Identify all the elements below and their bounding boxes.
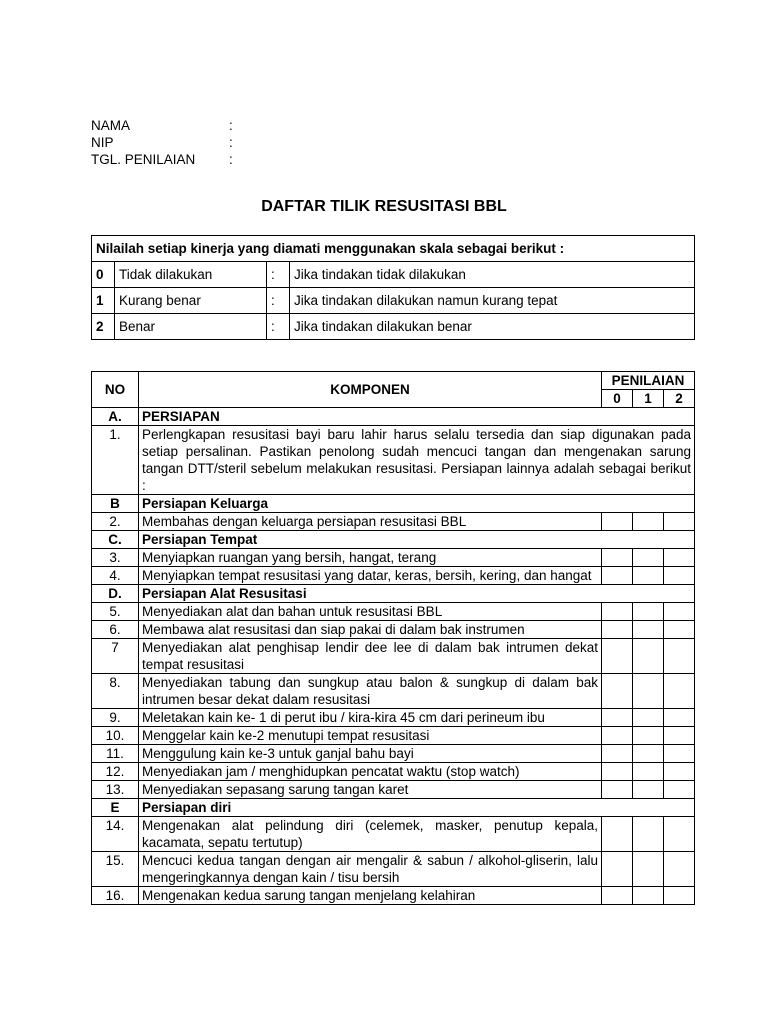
row-number: 14. bbox=[92, 817, 139, 852]
score-cell-2[interactable] bbox=[664, 852, 695, 887]
scale-description: Jika tindakan dilakukan benar bbox=[290, 314, 695, 340]
scale-separator: : bbox=[267, 262, 290, 288]
score-cell-0[interactable] bbox=[602, 549, 633, 567]
item-text: Meletakan kain ke- 1 di perut ibu / kira-kira 45 cm dari perineum ibu bbox=[139, 709, 602, 727]
item-row bbox=[92, 781, 695, 799]
row-number: 16. bbox=[92, 887, 139, 905]
scale-row bbox=[92, 262, 695, 288]
score-cell-1[interactable] bbox=[633, 709, 664, 727]
section-row bbox=[92, 799, 695, 817]
row-number: 8. bbox=[92, 674, 139, 709]
row-number: E bbox=[92, 799, 139, 817]
row-number: C. bbox=[92, 531, 139, 549]
identity-nip-row bbox=[91, 134, 233, 151]
scale-label: Benar bbox=[115, 314, 267, 340]
score-cell-2[interactable] bbox=[664, 603, 695, 621]
identity-date-row bbox=[91, 151, 233, 168]
scale-description: Jika tindakan dilakukan namun kurang tepat bbox=[290, 288, 695, 314]
table-header-row bbox=[92, 372, 695, 390]
score-cell-0[interactable] bbox=[602, 817, 633, 852]
score-cell-0[interactable] bbox=[602, 513, 633, 531]
score-cell-0[interactable] bbox=[602, 852, 633, 887]
item-text: Mencuci kedua tangan dengan air mengalir & sabun / alkohol-gliserin, lalu mengeringkannya dengan kain / tisu bersih bbox=[139, 852, 602, 887]
item-text: Menyediakan jam / menghidupkan pencatat waktu (stop watch) bbox=[139, 763, 602, 781]
score-cell-0[interactable] bbox=[602, 745, 633, 763]
section-row bbox=[92, 585, 695, 603]
score-cell-1[interactable] bbox=[633, 621, 664, 639]
item-row bbox=[92, 763, 695, 781]
score-cell-0[interactable] bbox=[602, 763, 633, 781]
score-cell-0[interactable] bbox=[602, 727, 633, 745]
score-cell-1[interactable] bbox=[633, 781, 664, 799]
item-row bbox=[92, 513, 695, 531]
scale-number: 1 bbox=[92, 288, 115, 314]
item-row bbox=[92, 745, 695, 763]
scale-separator: : bbox=[267, 314, 290, 340]
score-cell-0[interactable] bbox=[602, 567, 633, 585]
section-title: Persiapan diri bbox=[139, 799, 695, 817]
score-cell-2[interactable] bbox=[664, 887, 695, 905]
scale-number: 0 bbox=[92, 262, 115, 288]
scale-intro-row bbox=[92, 236, 695, 262]
section-title: Persiapan Alat Resusitasi bbox=[139, 585, 695, 603]
score-cell-2[interactable] bbox=[664, 745, 695, 763]
header-penilaian: PENILAIAN bbox=[602, 372, 695, 390]
scale-separator: : bbox=[267, 288, 290, 314]
identity-separator: : bbox=[229, 135, 233, 150]
row-number: 2. bbox=[92, 513, 139, 531]
score-cell-0[interactable] bbox=[602, 674, 633, 709]
score-cell-2[interactable] bbox=[664, 639, 695, 674]
row-number: 1. bbox=[92, 426, 139, 495]
score-cell-1[interactable] bbox=[633, 549, 664, 567]
scale-legend-table bbox=[91, 235, 695, 340]
identity-label: NAMA bbox=[91, 118, 131, 133]
score-cell-1[interactable] bbox=[633, 603, 664, 621]
item-text: Membawa alat resusitasi dan siap pakai di dalam bak instrumen bbox=[139, 621, 602, 639]
section-row bbox=[92, 531, 695, 549]
scale-label: Tidak dilakukan bbox=[115, 262, 267, 288]
scale-row bbox=[92, 314, 695, 340]
score-cell-2[interactable] bbox=[664, 817, 695, 852]
item-row bbox=[92, 727, 695, 745]
score-cell-1[interactable] bbox=[633, 852, 664, 887]
score-cell-1[interactable] bbox=[633, 745, 664, 763]
score-cell-0[interactable] bbox=[602, 603, 633, 621]
item-row bbox=[92, 621, 695, 639]
section-title: PERSIAPAN bbox=[139, 408, 695, 426]
row-number: 15. bbox=[92, 852, 139, 887]
scale-description: Jika tindakan tidak dilakukan bbox=[290, 262, 695, 288]
identity-separator: : bbox=[229, 118, 233, 133]
identity-separator: : bbox=[229, 152, 233, 167]
score-cell-1[interactable] bbox=[633, 817, 664, 852]
score-cell-0[interactable] bbox=[602, 621, 633, 639]
score-cell-2[interactable] bbox=[664, 781, 695, 799]
identity-block bbox=[91, 117, 233, 168]
row-number: 7 bbox=[92, 639, 139, 674]
item-row bbox=[92, 567, 695, 585]
document-title: DAFTAR TILIK RESUSITASI BBL bbox=[261, 198, 507, 215]
row-number: 10. bbox=[92, 727, 139, 745]
score-cell-1[interactable] bbox=[633, 674, 664, 709]
section-title: Persiapan Keluarga bbox=[139, 495, 695, 513]
score-cell-1[interactable] bbox=[633, 513, 664, 531]
header-score-0: 0 bbox=[602, 390, 633, 408]
row-number: 12. bbox=[92, 763, 139, 781]
row-number: 9. bbox=[92, 709, 139, 727]
section-row bbox=[92, 408, 695, 426]
row-number: 13. bbox=[92, 781, 139, 799]
item-row bbox=[92, 852, 695, 887]
section-title: Persiapan Tempat bbox=[139, 531, 695, 549]
header-score-1: 1 bbox=[633, 390, 664, 408]
score-cell-0[interactable] bbox=[602, 887, 633, 905]
header-komponen: KOMPONEN bbox=[139, 372, 602, 408]
score-cell-2[interactable] bbox=[664, 727, 695, 745]
item-text: Menyediakan alat penghisap lendir dee lee di dalam bak intrumen dekat tempat resusitasi bbox=[139, 639, 602, 674]
item-text: Menyiapkan ruangan yang bersih, hangat, terang bbox=[139, 549, 602, 567]
identity-label: NIP bbox=[91, 135, 114, 150]
item-row bbox=[92, 549, 695, 567]
item-row bbox=[92, 603, 695, 621]
row-number: 6. bbox=[92, 621, 139, 639]
identity-name-row bbox=[91, 117, 233, 134]
item-row bbox=[92, 709, 695, 727]
item-row bbox=[92, 887, 695, 905]
item-text: Menyiapkan tempat resusitasi yang datar, keras, bersih, kering, dan hangat bbox=[139, 567, 602, 585]
row-number: 3. bbox=[92, 549, 139, 567]
item-text: Mengenakan kedua sarung tangan menjelang kelahiran bbox=[139, 887, 602, 905]
score-cell-1[interactable] bbox=[633, 639, 664, 674]
score-cell-2[interactable] bbox=[664, 674, 695, 709]
item-row bbox=[92, 817, 695, 852]
score-cell-2[interactable] bbox=[664, 621, 695, 639]
item-text: Perlengkapan resusitasi bayi baru lahir harus selalu tersedia dan siap digunakan pada setiap persalinan. Pastikan penolong sudah mencuci tangan dan mengenakan sarung tangan DTT/steril sebelum melakukan resusitasi. Persiapan lainnya adalah sebagai berikut : bbox=[139, 426, 695, 495]
score-cell-2[interactable] bbox=[664, 763, 695, 781]
score-cell-2[interactable] bbox=[664, 709, 695, 727]
row-number: B bbox=[92, 495, 139, 513]
score-cell-0[interactable] bbox=[602, 781, 633, 799]
score-cell-1[interactable] bbox=[633, 567, 664, 585]
item-text: Menyediakan alat dan bahan untuk resusitasi BBL bbox=[139, 603, 602, 621]
scale-row bbox=[92, 288, 695, 314]
scale-intro: Nilailah setiap kinerja yang diamati menggunakan skala sebagai berikut : bbox=[92, 236, 695, 262]
item-row bbox=[92, 426, 695, 495]
header-score-2: 2 bbox=[664, 390, 695, 408]
row-number: A. bbox=[92, 408, 139, 426]
item-row bbox=[92, 674, 695, 709]
scale-label: Kurang benar bbox=[115, 288, 267, 314]
scale-number: 2 bbox=[92, 314, 115, 340]
checklist-table bbox=[91, 371, 695, 905]
identity-label: TGL. PENILAIAN bbox=[91, 152, 196, 167]
item-text: Menggulung kain ke-3 untuk ganjal bahu bayi bbox=[139, 745, 602, 763]
item-row bbox=[92, 639, 695, 674]
score-cell-2[interactable] bbox=[664, 549, 695, 567]
row-number: 4. bbox=[92, 567, 139, 585]
score-cell-1[interactable] bbox=[633, 887, 664, 905]
score-cell-2[interactable] bbox=[664, 567, 695, 585]
row-number: 11. bbox=[92, 745, 139, 763]
item-text: Mengenakan alat pelindung diri (celemek, masker, penutup kepala, kacamata, sepatu tertutup) bbox=[139, 817, 602, 852]
item-text: Menyediakan tabung dan sungkup atau balon & sungkup di dalam bak intrumen besar dekat dalam resusitasi bbox=[139, 674, 602, 709]
section-row bbox=[92, 495, 695, 513]
row-number: 5. bbox=[92, 603, 139, 621]
item-text: Menyediakan sepasang sarung tangan karet bbox=[139, 781, 602, 799]
item-text: Menggelar kain ke-2 menutupi tempat resusitasi bbox=[139, 727, 602, 745]
row-number: D. bbox=[92, 585, 139, 603]
item-text: Membahas dengan keluarga persiapan resusitasi BBL bbox=[139, 513, 602, 531]
header-no: NO bbox=[92, 372, 139, 408]
score-cell-0[interactable] bbox=[602, 709, 633, 727]
score-cell-1[interactable] bbox=[633, 763, 664, 781]
score-cell-2[interactable] bbox=[664, 513, 695, 531]
score-cell-1[interactable] bbox=[633, 727, 664, 745]
score-cell-0[interactable] bbox=[602, 639, 633, 674]
